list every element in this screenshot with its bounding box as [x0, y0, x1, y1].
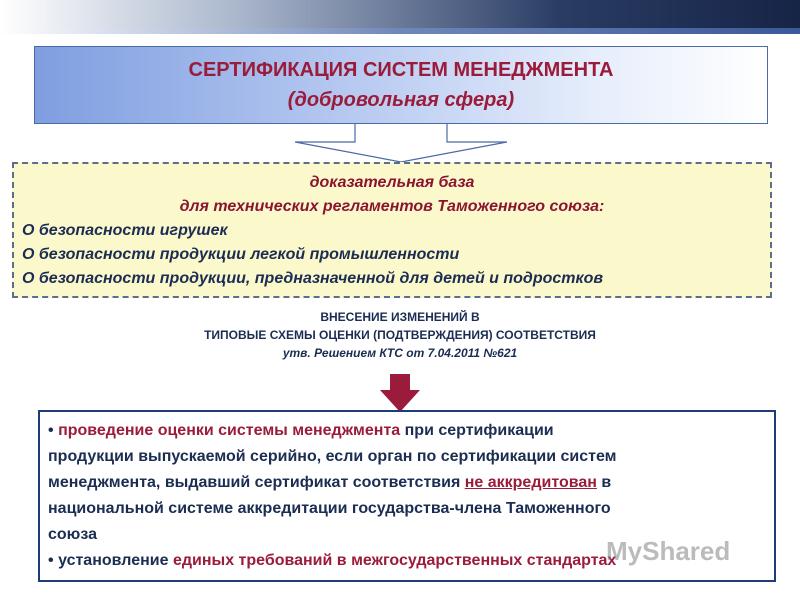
text-segment: национальной системе аккредитации государства-члена Таможенного [48, 500, 611, 517]
text-segment: при сертификации [404, 422, 554, 439]
evidence-item-children: О безопасности продукции, предназначенной для детей и подростков [22, 270, 604, 287]
highlight-assessment: проведение оценки системы менеджмента [58, 422, 401, 439]
highlight-unified-requirements: единых требований в межгосударственных стандартах [172, 552, 617, 569]
evidence-item-light-industry: О безопасности продукции легкой промышленности [22, 246, 460, 263]
title-main: СЕРТИФИКАЦИЯ СИСТЕМ МЕНЕДЖМЕНТА [188, 59, 614, 81]
changes-line-2: ТИПОВЫЕ СХЕМЫ ОЦЕНКИ (ПОДТВЕРЖДЕНИЯ) СООТВЕТСТВИЯ [204, 328, 596, 342]
evidence-base-box [12, 162, 772, 298]
evidence-item-toys: О безопасности игрушек [22, 222, 228, 239]
header-accent-stripe [0, 28, 800, 34]
changes-line-1: ВНЕСЕНИЕ ИЗМЕНЕНИЙ В [320, 310, 480, 324]
arrow-down-icon [380, 374, 420, 412]
top-header-bar [0, 0, 800, 28]
changes-line-3 [0, 346, 800, 360]
changes-decision-ref: утв. Решением КТС от 7.04.2011 №621 [282, 346, 518, 360]
connector-arrow-icon [295, 124, 507, 164]
paragraph-1 [48, 418, 766, 548]
bullet: • [48, 422, 54, 439]
highlight-not-accredited: не аккредитован [464, 474, 597, 491]
title-subtitle: (добровольная сфера) [287, 89, 515, 111]
text-segment: установление [58, 552, 169, 569]
evidence-heading-2: для технических регламентов Таможенного союза: [179, 198, 605, 215]
watermark-logo: MyShared [606, 536, 731, 566]
text-segment: в [601, 474, 612, 491]
text-segment: менеджмента, выдавший сертификат соответствия [48, 474, 461, 491]
text-segment: союза [48, 526, 97, 543]
text-segment: продукции выпускаемой серийно, если орган по сертификации систем [48, 448, 617, 465]
evidence-heading-1: доказательная база [309, 174, 475, 191]
bullet: • [48, 552, 54, 569]
title-box [34, 46, 768, 124]
